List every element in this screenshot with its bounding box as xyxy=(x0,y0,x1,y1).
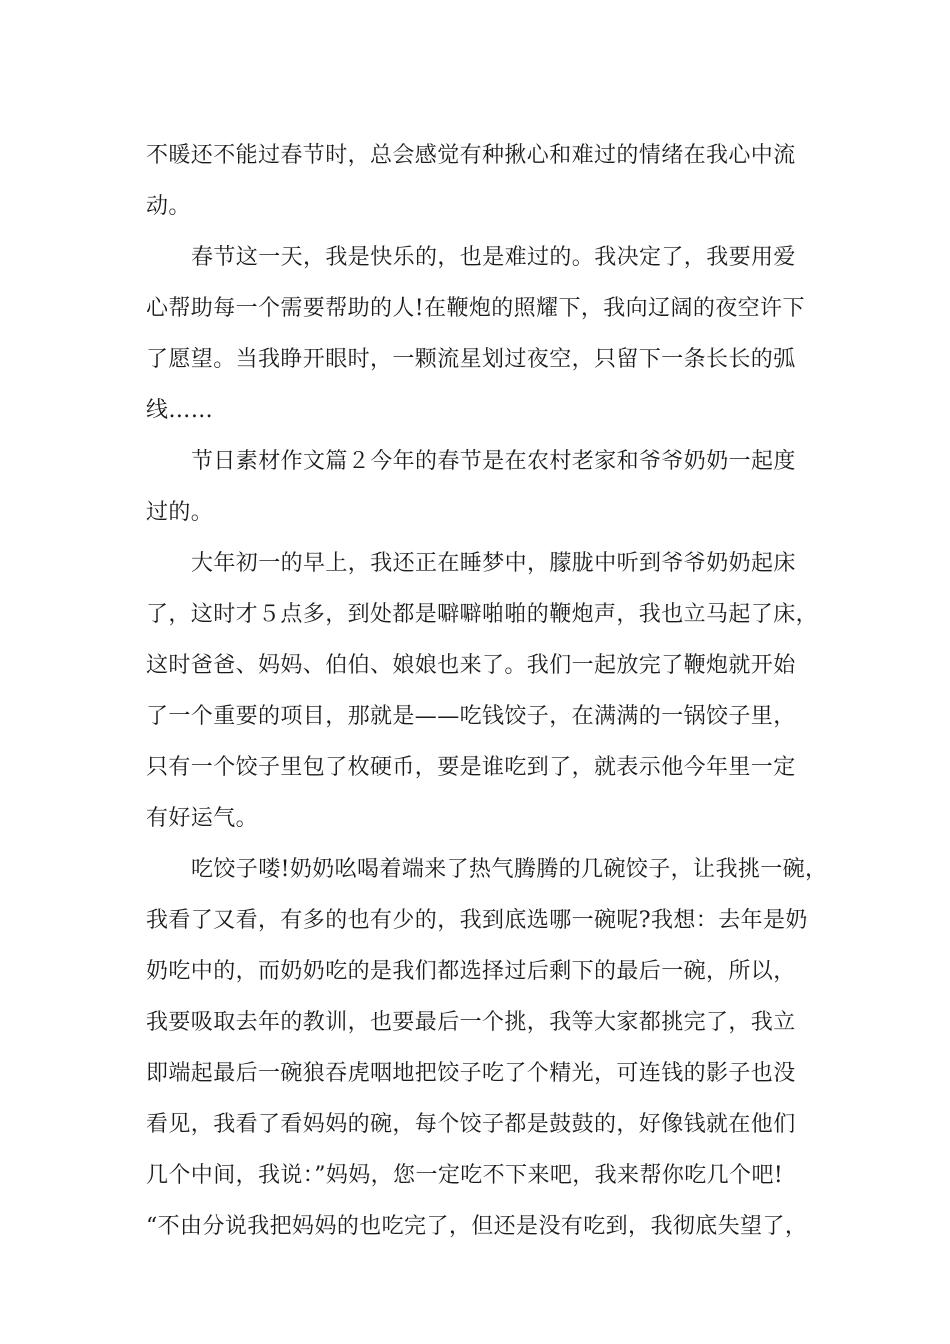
text-line: 这时爸爸、妈妈、伯伯、娘娘也来了。我们一起放完了鞭炮就开始 xyxy=(146,653,796,678)
text-line: 节日素材作文篇２今年的春节是在农村老家和爷爷奶奶一起度 xyxy=(191,449,796,474)
text-line: 即端起最后一碗狼吞虎咽地把饺子吃了个精光，可连钱的影子也没 xyxy=(146,1061,796,1086)
text-line: 奶吃中的，而奶奶吃的是我们都选择过后剩下的最后一碗，所以， xyxy=(146,959,796,984)
text-line: 我看了又看，有多的也有少的，我到底选哪一碗呢?我想：去年是奶 xyxy=(146,908,808,933)
text-line: 只有一个饺子里包了枚硬币，要是谁吃到了，就表示他今年里一定 xyxy=(146,755,796,780)
text-line: 心帮助每一个需要帮助的人!在鞭炮的照耀下，我向辽阔的夜空许下 xyxy=(146,296,805,321)
text-line: 我要吸取去年的教训，也要最后一个挑，我等大家都挑完了，我立 xyxy=(146,1010,796,1035)
text-line: 几个中间，我说：”妈妈，您一定吃不下来吧，我来帮你吃几个吧! xyxy=(146,1163,784,1188)
text-line: 看见，我看了看妈妈的碗，每个饺子都是鼓鼓的，好像钱就在他们 xyxy=(146,1112,796,1137)
document-body xyxy=(146,130,826,1252)
text-line: 吃饺子喽!奶奶吆喝着端来了热气腾腾的几碗饺子，让我挑一碗， xyxy=(191,857,828,882)
text-line: 不暖还不能过春节时，总会感觉有种揪心和难过的情绪在我心中流 xyxy=(146,143,796,168)
text-line: 了愿望。当我睁开眼时，一颗流星划过夜空，只留下一条长长的弧 xyxy=(146,347,796,372)
text-line: 动。 xyxy=(146,194,191,219)
text-line: 过的。 xyxy=(146,500,214,525)
text-line: 春节这一天，我是快乐的，也是难过的。我决定了，我要用爱 xyxy=(191,245,796,270)
text-line: 线…… xyxy=(146,398,214,423)
text-line: 了，这时才５点多，到处都是噼噼啪啪的鞭炮声，我也立马起了床， xyxy=(146,602,819,627)
text-line: 有好运气。 xyxy=(146,806,259,831)
text-line: “不由分说我把妈妈的也吃完了，但还是没有吃到，我彻底失望了， xyxy=(146,1214,808,1239)
text-line: 了一个重要的项目，那就是——吃钱饺子，在满满的一锅饺子里， xyxy=(146,704,796,729)
text-line: 大年初一的早上，我还正在睡梦中，朦胧中听到爷爷奶奶起床 xyxy=(191,551,796,576)
